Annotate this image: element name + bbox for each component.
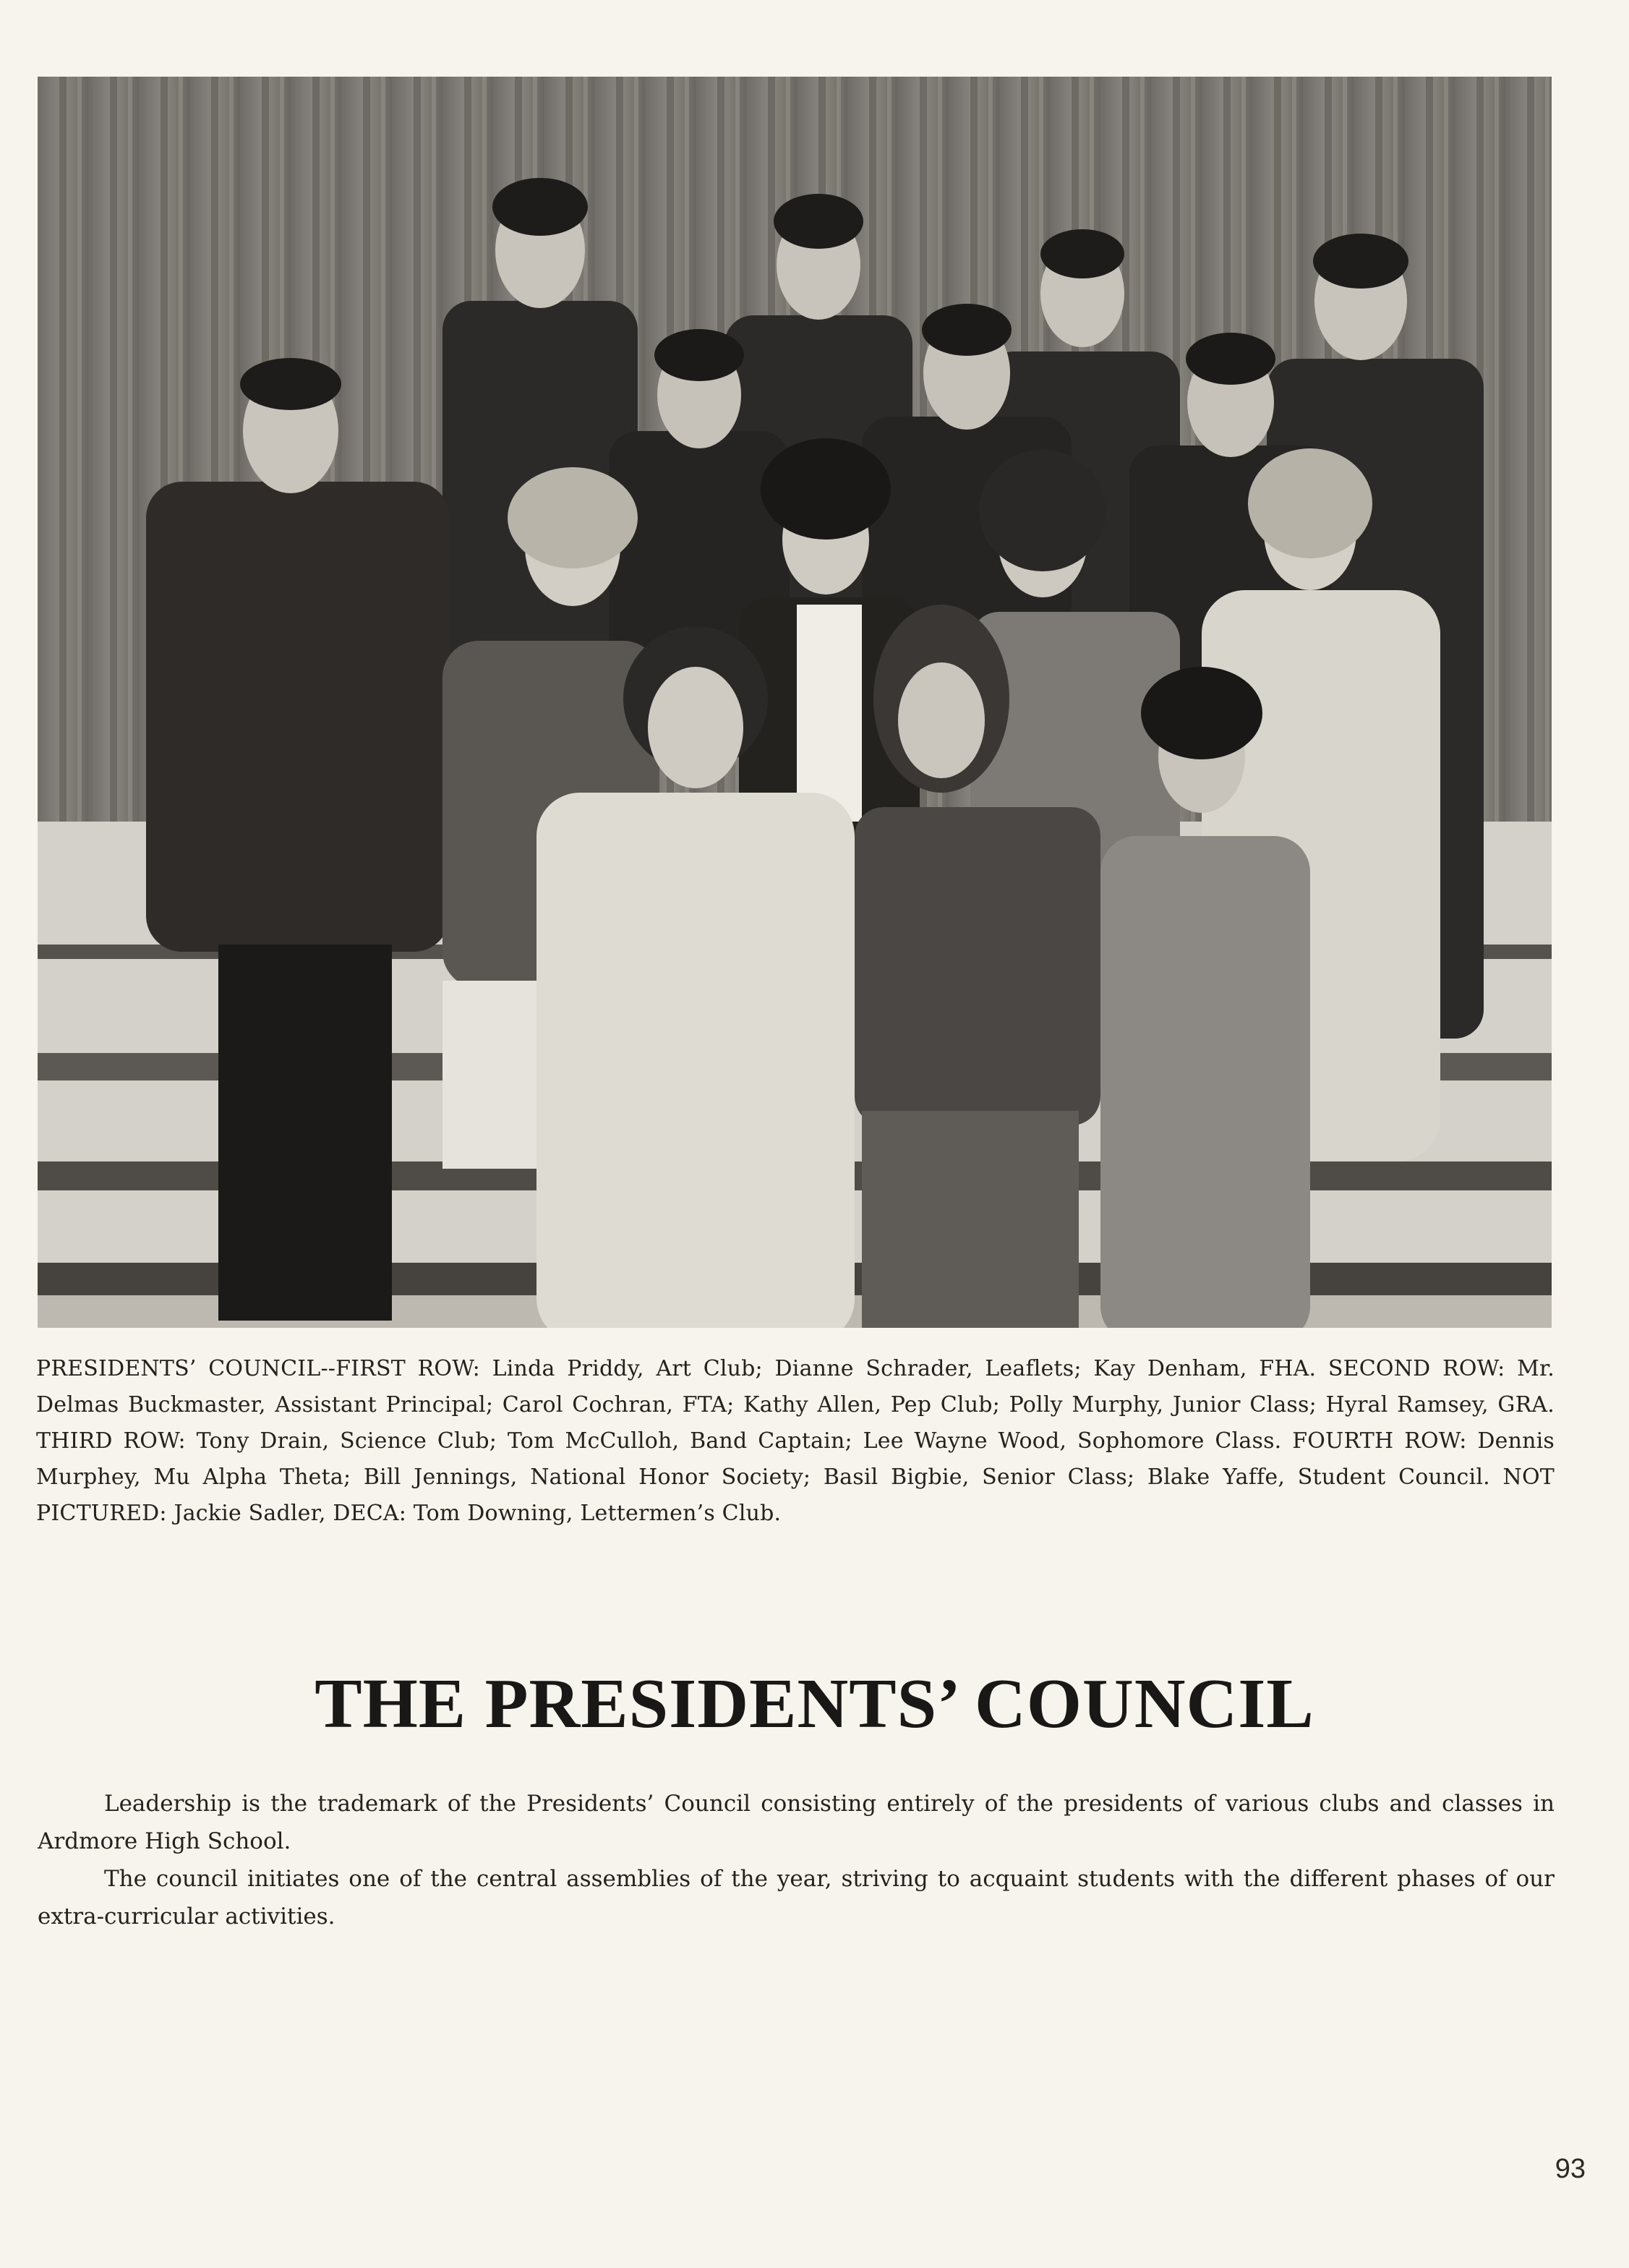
body-text: [38, 1785, 1555, 1935]
body-paragraph: Leadership is the trademark of the Presidents’ Council consisting entirely of the presidents of various clubs and classes in Ardmore High School.: [38, 1791, 1555, 1854]
photo-caption: PRESIDENTS’ COUNCIL--FIRST ROW: Linda Priddy, Art Club; Dianne Schrader, Leaflets; Kay Denham, FHA. SECOND ROW: Mr. Delmas Buckmaster, Assistant Principal; Carol Cochran, FTA; Kathy Allen, Pep Club; Polly Murphy, Junior Class; Hyral Ramsey, GRA. THIRD ROW: Tony Drain, Science Club; Tom McCulloh, Band Captain; Lee Wayne Wood, Sophomore Class. FOURTH ROW: Dennis Murphey, Mu Alpha Theta; Bill Jennings, National Honor Society; Basil Bigbie, Senior Class; Blake Yaffe, Student Council. NOT PICTURED: Jackie Sadler, DECA: Tom Downing, Lettermen’s Club.: [36, 1356, 1555, 1526]
page-title: THE PRESIDENTS’ COUNCIL: [315, 1665, 1314, 1743]
page-number: 93: [1555, 2154, 1586, 2184]
body-paragraph: The council initiates one of the central assemblies of the year, striving to acquaint students with the different phases of our extra-curricular activities.: [38, 1866, 1555, 1930]
group-photo-illustration: [38, 77, 1552, 1328]
group-photo: [38, 77, 1552, 1328]
